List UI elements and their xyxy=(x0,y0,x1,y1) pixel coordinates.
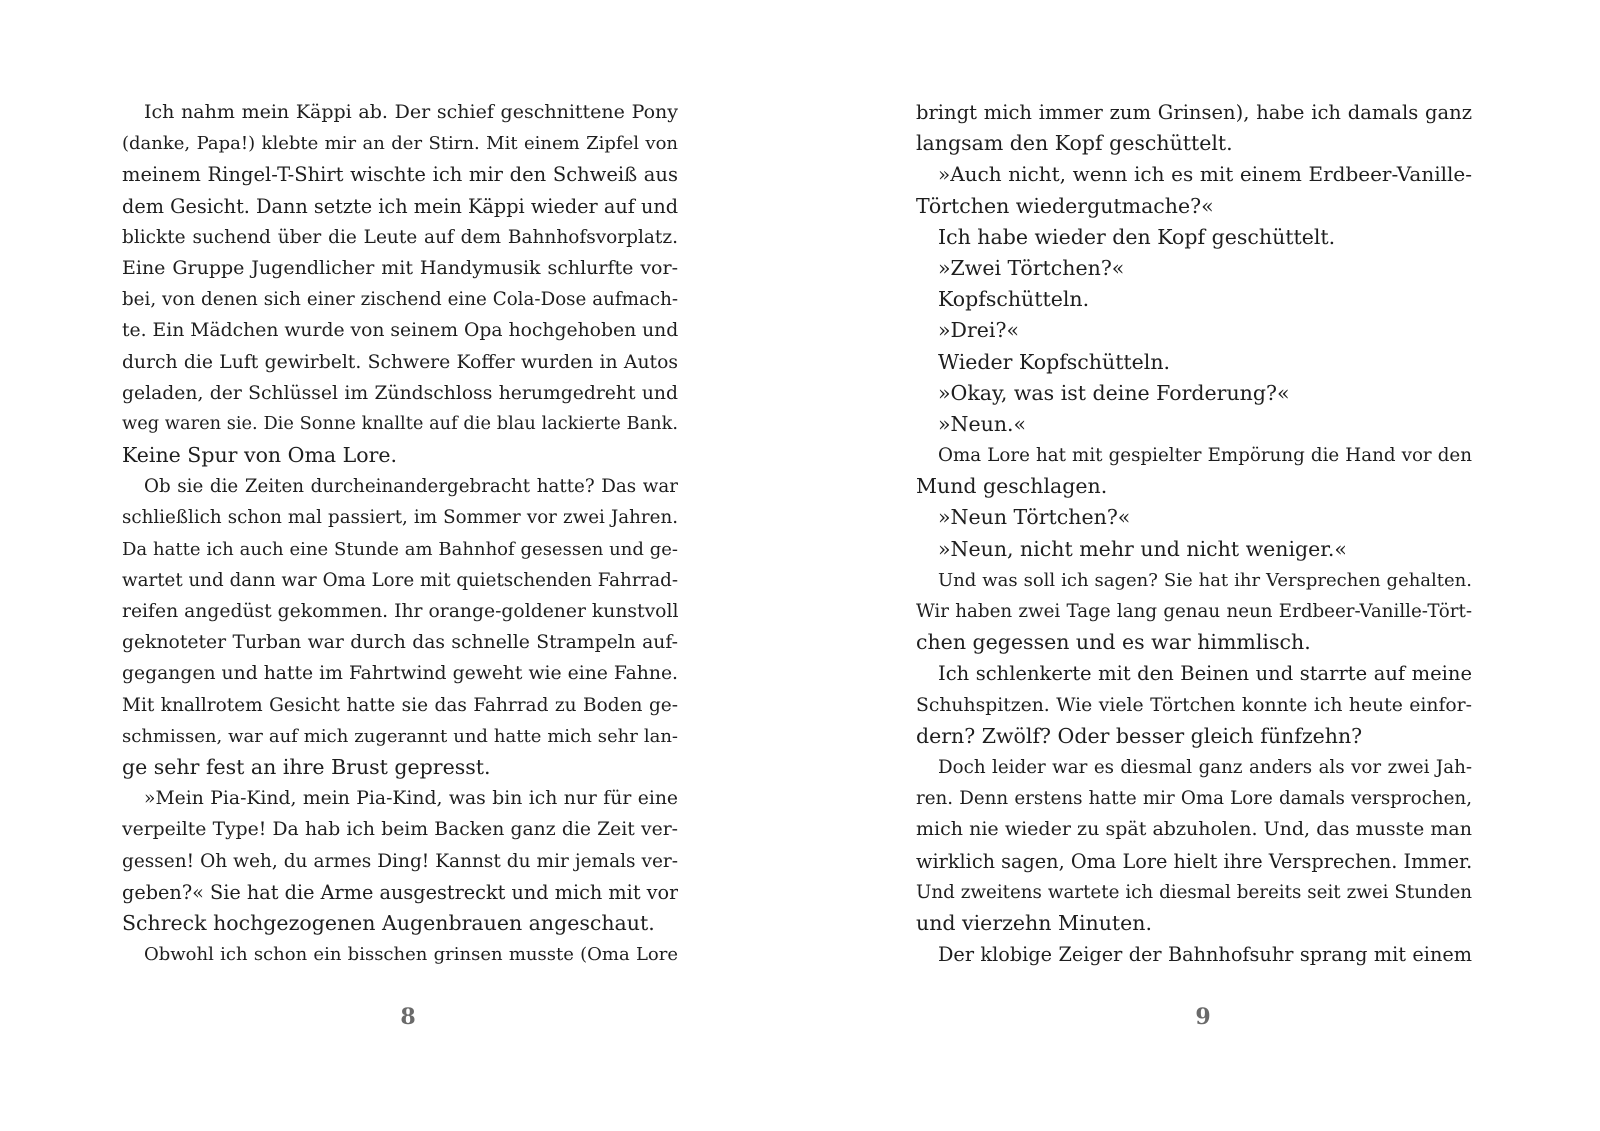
text-line: ren. Denn erstens hatte mir Oma Lore damals versprochen, xyxy=(916,788,1472,810)
text-line: Ich habe wieder den Kopf geschüttelt. xyxy=(938,224,1336,249)
text-line: schmissen, war auf mich zugerannt und hatte mich sehr lan- xyxy=(122,725,678,747)
text-line: Obwohl ich schon ein bisschen grinsen musste (Oma Lore xyxy=(144,944,678,966)
text-line: meinem Ringel-T-Shirt wischte ich mir den Schweiß aus xyxy=(122,163,678,187)
text-line: »Zwei Törtchen?« xyxy=(938,255,1125,280)
text-line: mich nie wieder zu spät abzuholen. Und, das musste man xyxy=(916,818,1472,841)
text-line: bei, von denen sich einer zischend eine Cola-Dose aufmach- xyxy=(122,289,678,311)
text-line: »Neun Törtchen?« xyxy=(938,505,1131,530)
text-line: Ob sie die Zeiten durcheinandergebracht hatte? Das war xyxy=(144,476,678,498)
text-line: Da hatte ich auch eine Stunde am Bahnhof gesessen und ge- xyxy=(122,538,678,560)
text-line: (danke, Papa!) klebte mir an der Stirn. Mit einem Zipfel von xyxy=(122,133,678,155)
text-line: geladen, der Schlüssel im Zündschloss herumgedreht und xyxy=(122,382,678,404)
text-line: und vierzehn Minuten. xyxy=(916,910,1153,935)
text-line: Eine Gruppe Jugendlicher mit Handymusik schlurfte vor- xyxy=(122,256,678,279)
text-line: Und was soll ich sagen? Sie hat ihr Versprechen gehalten. xyxy=(938,569,1472,591)
text-line: Oma Lore hat mit gespielter Empörung die Hand vor den xyxy=(938,445,1472,467)
text-line: Schreck hochgezogenen Augenbrauen angeschaut. xyxy=(122,910,655,935)
text-line: te. Ein Mädchen wurde von seinem Opa hochgehoben und xyxy=(122,320,678,342)
text-line: bringt mich immer zum Grinsen), habe ich damals ganz xyxy=(916,101,1472,124)
right-page-text xyxy=(916,97,1472,970)
text-line: ge sehr fest an ihre Brust gepresst. xyxy=(122,754,491,779)
page-number-left: 8 xyxy=(400,1004,416,1030)
text-line: Und zweitens wartete ich diesmal bereits seit zwei Stunden xyxy=(916,881,1472,903)
text-line: Keine Spur von Oma Lore. xyxy=(122,443,398,468)
text-line: »Mein Pia-Kind, mein Pia-Kind, was bin ich nur für eine xyxy=(144,788,678,810)
text-line: langsam den Kopf geschüttelt. xyxy=(916,131,1233,156)
text-line: Kopfschütteln. xyxy=(938,287,1090,312)
page-number-right: 9 xyxy=(1195,1004,1211,1030)
text-line: »Auch nicht, wenn ich es mit einem Erdbeer-Vanille- xyxy=(938,162,1472,187)
text-line: reifen angedüst gekommen. Ihr orange-goldener kunstvoll xyxy=(122,601,678,622)
text-line: gessen! Oh weh, du armes Ding! Kannst du mir jemals ver- xyxy=(122,850,678,872)
text-line: dern? Zwölf? Oder besser gleich fünfzehn? xyxy=(916,723,1363,748)
text-line: »Neun, nicht mehr und nicht weniger.« xyxy=(938,536,1347,561)
text-line: geknoteter Turban war durch das schnelle Strampeln auf- xyxy=(122,632,678,654)
text-line: Wir haben zwei Tage lang genau neun Erdbeer-Vanille-Tört- xyxy=(916,601,1472,622)
text-line: chen gegessen und es war himmlisch. xyxy=(916,630,1311,655)
text-line: dem Gesicht. Dann setzte ich mein Käppi wieder auf und xyxy=(122,194,678,218)
text-line: wirklich sagen, Oma Lore hielt ihre Versprechen. Immer. xyxy=(916,849,1472,873)
text-line: geben?« Sie hat die Arme ausgestreckt und mich mit vor xyxy=(122,880,678,904)
text-line: Ich schlenkerte mit den Beinen und starrte auf meine xyxy=(938,662,1472,686)
text-line: weg waren sie. Die Sonne knallte auf die blau lackierte Bank. xyxy=(122,413,678,434)
text-line: schließlich schon mal passiert, im Sommer vor zwei Jahren. xyxy=(122,507,678,529)
text-line: blickte suchend über die Leute auf dem Bahnhofsvorplatz. xyxy=(122,226,678,248)
text-line: Mund geschlagen. xyxy=(916,474,1108,499)
text-line: »Okay, was ist deine Forderung?« xyxy=(938,380,1290,405)
text-line: »Neun.« xyxy=(938,411,1027,436)
text-line: gegangen und hatte im Fahrtwind geweht wie eine Fahne. xyxy=(122,663,678,685)
text-line: verpeilte Type! Da hab ich beim Backen ganz die Zeit ver- xyxy=(122,819,678,841)
text-line: Törtchen wiedergutmache?« xyxy=(916,193,1214,218)
left-page-text xyxy=(122,97,678,970)
text-line: »Drei?« xyxy=(938,318,1019,343)
text-line: Mit knallrotem Gesicht hatte sie das Fahrrad zu Boden ge- xyxy=(122,694,678,716)
text-line: Der klobige Zeiger der Bahnhofsuhr sprang mit einem xyxy=(938,943,1472,967)
text-line: durch die Luft gewirbelt. Schwere Koffer wurden in Autos xyxy=(122,351,678,373)
text-line: Ich nahm mein Käppi ab. Der schief geschnittene Pony xyxy=(144,101,678,123)
text-line: Schuhspitzen. Wie viele Törtchen konnte ich heute einfor- xyxy=(916,694,1472,716)
text-line: Wieder Kopfschütteln. xyxy=(938,349,1171,374)
text-line: wartet und dann war Oma Lore mit quietschenden Fahrrad- xyxy=(122,569,678,591)
text-line: Doch leider war es diesmal ganz anders als vor zwei Jah- xyxy=(938,756,1472,778)
